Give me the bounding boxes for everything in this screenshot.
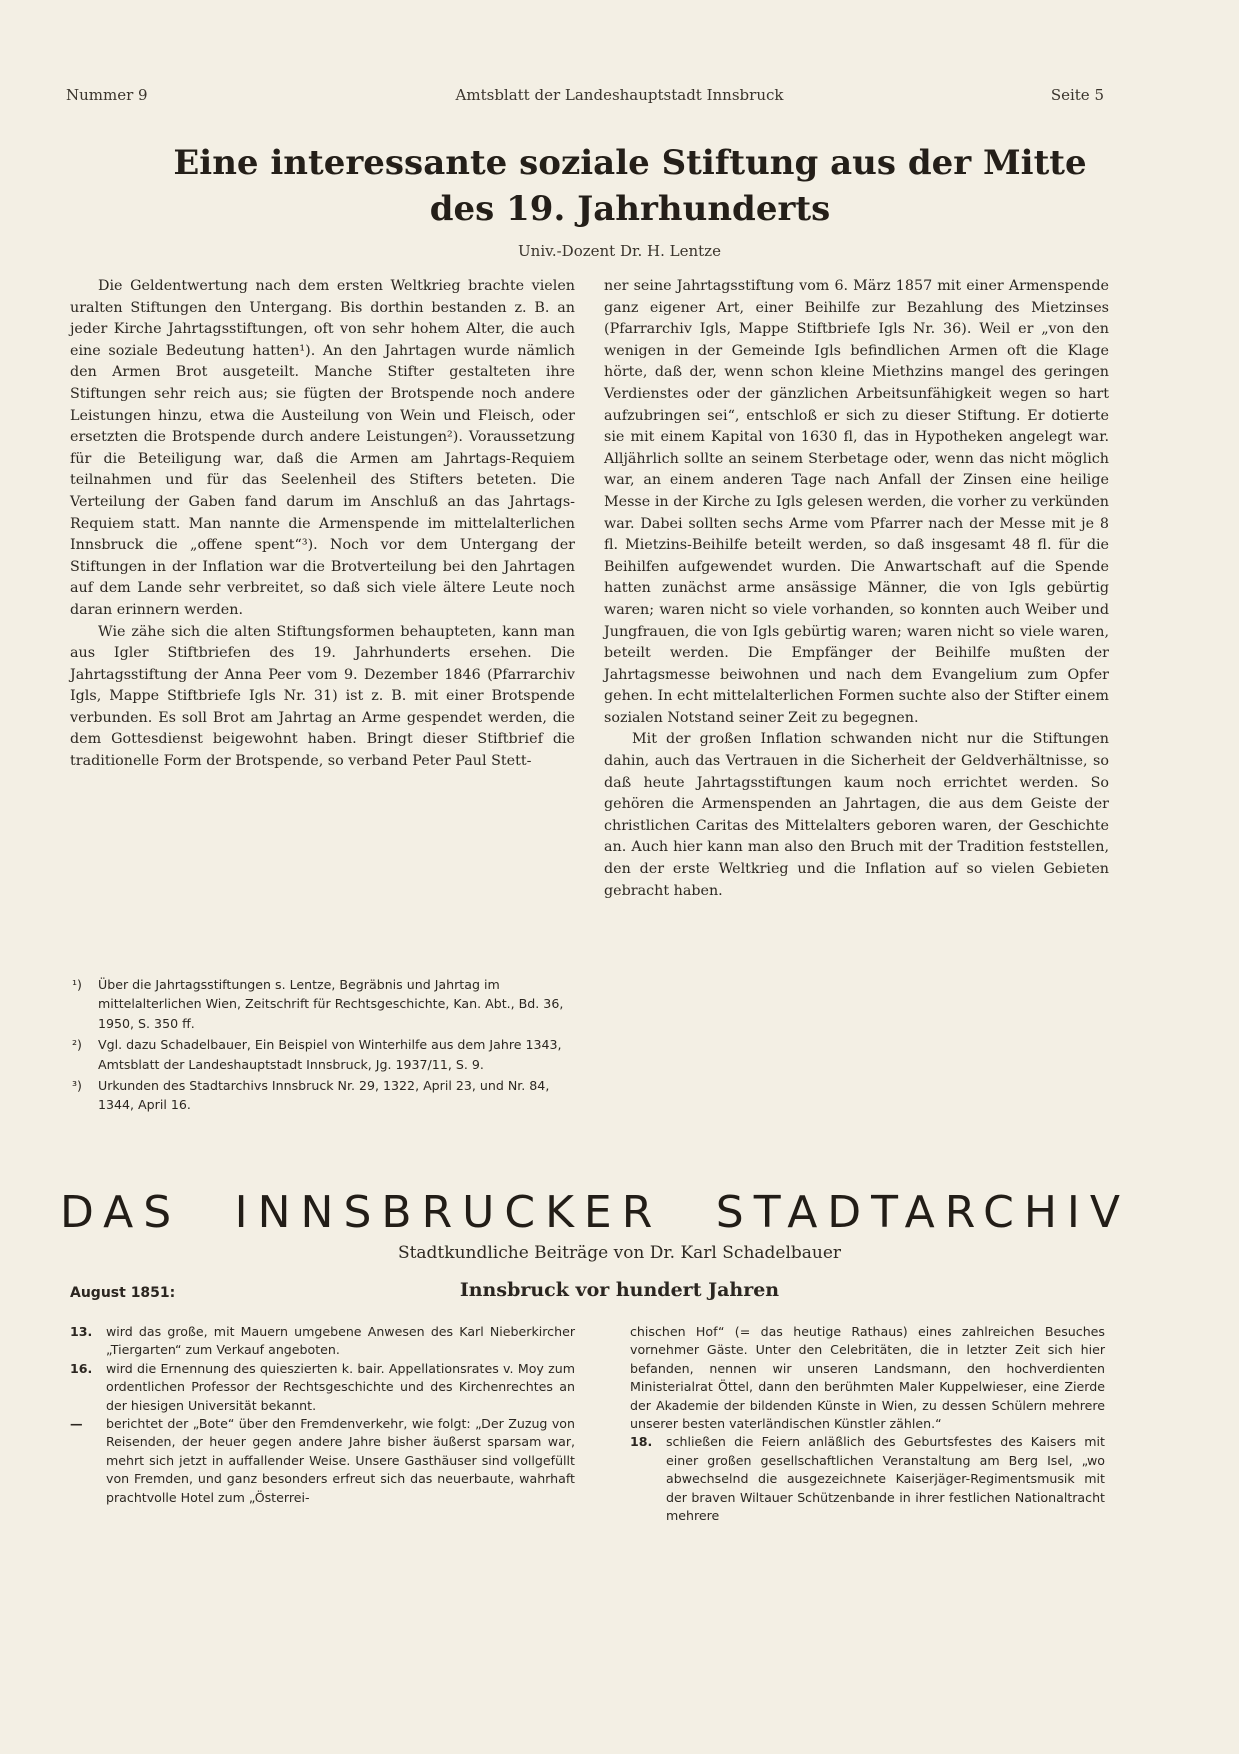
entry-day: 18. [630,1434,653,1450]
article-paragraph: Mit der großen Inflation schwanden nicht nur die Stiftungen dahin, auch das Vertrauen in die Sicherheit der Geldverhältnisse, so daß heute Jahrtagsstiftungen kaum noch errichtet werden. So gehören die Armenspenden an Jahrtagen, die aus dem Geiste der christlichen Caritas des Mittelalters geboren waren, der Geschichte an. Auch hier kann man also den Bruch mit der Tradition feststellen, den der erste Weltkrieg und die Inflation auf so vielen Gebieten gebracht haben. [604,731,1109,899]
article-paragraph: Wie zähe sich die alten Stiftungsformen behaupteten, kann man aus Igler Stiftbriefen des 19. Jahrhunderts ersehen. Die Jahrtagsstiftung der Anna Peer vom 9. Dezember 1846 (Pfarrarchiv Igls, Mappe Stiftbriefe Igls Nr. 31) ist z. B. mit einer Brotspende verbunden. Es soll Brot am Jahrtag an Arme gespendet werden, die dem Gottesdienst beigewohnt haben. Bringt dieser Stiftbrief die traditionelle Form der Brotspende, so verband Peter Paul Stett- [70,623,575,770]
publication-title: Amtsblatt der Landeshauptstadt Innsbruck [455,86,784,104]
footnote-text: Über die Jahrtagsstiftungen s. Lentze, Begräbnis und Jahrtag im mittelalterlichen Wien, Zeitschrift für Rechtsgeschichte, Kan. Abt., Bd. 36, 1950, S. 350 ff. [98,977,564,1031]
chronicle-column-right [630,1323,1105,1525]
chronicle-entry [630,1433,1105,1525]
chronicle-entry [70,1323,575,1360]
article-column-left [70,276,575,773]
entry-day: — [70,1416,83,1432]
chronicle-entry [70,1415,575,1507]
chronicle-entry [70,1360,575,1415]
entry-text: wird das große, mit Mauern umgebene Anwesen des Karl Nieberkircher „Tiergarten“ zum Verkauf angeboten. [106,1324,575,1358]
article-title: Eine interessante soziale Stiftung aus der Mitte des 19. Jahrhunderts [173,143,1087,229]
entry-day: 13. [70,1324,93,1339]
footnote-mark: ²) [72,1037,82,1053]
entry-text: schließen die Feiern anläßlich des Geburtsfestes des Kaisers mit einer großen gesellschaftlichen Veranstaltung am Berg Isel, „wo abwechselnd die ausgezeichnete Kaiserjäger-Regimentsmusik mit der braven Wiltauer Schützenbande in ihrer festlichen Nationaltracht mehrere [666,1434,1105,1524]
article-paragraph: Die Geldentwertung nach dem ersten Weltkrieg brachte vielen uralten Stiftungen den Untergang. Bis dorthin bestanden z. B. an jeder Kirche Jahrtagsstiftungen, oft von sehr hohem Alter, die auch eine soziale Bedeutung hatten¹). An den Jahrtagen wurde nämlich den Armen Brot ausgeteilt. Manche Stifter gestalteten ihre Stiftungen sehr reich aus; sie fügten der Brotspende noch andere Leistungen hinzu, etwa die Austeilung von Wein und Fleisch, oder ersetzten die Brotspende durch andere Leistungen²). Voraussetzung für die Beteiligung war, daß die Armen am Jahrtags-Requiem teilnahmen und für das Seelenheil des Stifters beteten. Die Verteilung der Gaben fand darum im Anschluß an das Jahrtags-Requiem statt. Man nannte die Armenspende im mittelalterlichen Innsbruck die „offene spent“³). Noch vor dem Untergang der Stiftungen in der Inflation war die Brotverteilung bei den Jahrtagen auf dem Lande sehr verbreitet, so daß sich viele ältere Leute noch daran erinnern werden. [70,278,575,618]
footnote [70,1035,575,1074]
footnote [70,975,575,1033]
footnote-mark: ¹) [72,977,82,992]
entry-text: wird die Ernennung des quieszierten k. bair. Appellationsrates v. Moy zum ordentlichen Professor der Rechtsgeschichte und des Kirchenrechtes an der hiesigen Universität bekannt. [106,1360,575,1413]
archive-subtitle: Stadtkundliche Beiträge von Dr. Karl Schadelbauer [397,1243,842,1263]
footnote-text: Vgl. dazu Schadelbauer, Ein Beispiel von Winterhilfe aus dem Jahre 1343, Amtsblatt der Landeshauptstadt Innsbruck, Jg. 1937/11, S. 9. [98,1037,562,1072]
page-number: Seite 5 [1050,86,1104,104]
issue-number: Nummer 9 [66,86,148,104]
article-paragraph: ner seine Jahrtagsstiftung vom 6. März 1857 mit einer Armenspende ganz eigener Art, einer Beihilfe zur Bezahlung des Mietzinses (Pfarrarchiv Igls, Mappe Stiftbriefe Igls Nr. 36). Weil er „von den wenigen in der Gemeinde Igls befindlichen Armen oft die Klage hörte, daß der, wenn schon kleine Miethzins mangel des geringen Verdienstes oder der gänzlichen Arbeitsunfähigkeit wegen so hart aufzubringen sei“, entschloß er sich zu dieser Stiftung. Er dotierte sie mit einem Kapital von 1630 fl, das in Hypotheken angelegt war. Alljährlich sollte an seinem Sterbetage oder, wenn das nicht möglich war, an einem anderen Tage nach Anfall der Zinsen eine heilige Messe in der Kirche zu Igls gelesen werden, die vorher zu verkünden war. Dabei sollten sechs Arme vom Pfarrer nach der Messe mit je 8 fl. Mietzins-Beihilfe beteilt werden, so daß insgesamt 48 fl. für die Beihilfen aufgewendet wurden. Die Anwartschaft auf die Spende hatten zunächst arme ansässige Männer, die von Igls gebürtig waren; waren nicht so viele vorhanden, so konnten auch Weiber und Jungfrauen, die von Igls gebürtig waren; waren nicht so viele waren, beteilt werden. Die Empfänger der Beihilfe mußten der Jahrtagsmesse beiwohnen und nach dem Evangelium zum Opfer gehen. In echt mittelalterlichen Formen suchte also der Stifter einem sozialen Notstand seiner Zeit zu begegnen. [604,278,1109,726]
chronicle-column-left [70,1323,575,1507]
footnote [70,1076,575,1115]
entry-day: 16. [70,1360,93,1376]
chronicle-entry [630,1323,1105,1433]
footnote-mark: ³) [72,1078,82,1094]
article-author: Univ.-Dozent Dr. H. Lentze [518,242,721,260]
footnotes [70,975,575,1117]
month-label: August 1851: [70,1285,176,1301]
article-column-right [604,276,1109,902]
footnote-text: Urkunden des Stadtarchivs Innsbruck Nr. 29, 1322, April 23, und Nr. 84, 1344, April 16. [98,1078,550,1113]
entry-text: berichtet der „Bote“ über den Fremdenverkehr, wie folgt: „Der Zuzug von Reisenden, der heuer gegen andere Jahre bisher äußerst sparsam war, mehrt sich jetzt in auffallender Weise. Unsere Gasthäuser sind vollgefüllt von Fremden, und ganz besonders erfreut sich das neuerbaute, wahrhaft prachtvolle Hotel zum „Österrei- [106,1416,575,1505]
archive-section-title: DAS INNSBRUCKER STADTARCHIV [60,1187,1130,1238]
section-heading: Innsbruck vor hundert Jahren [459,1279,780,1301]
entry-text: chischen Hof“ (= das heutige Rathaus) eines zahlreichen Besuches vornehmer Gäste. Unter den Celebritäten, die in letzter Zeit sich hier befanden, nennen wir unseren Landsmann, den hochverdienten Ministerialrat Öttel, dann den berühmten Maler Kuppelwieser, eine Zierde der Akademie der bildenden Künste in Wien, zu dessen Schülern mehrere unserer besten vaterländischen Künstler zählen.“ [630,1324,1105,1432]
